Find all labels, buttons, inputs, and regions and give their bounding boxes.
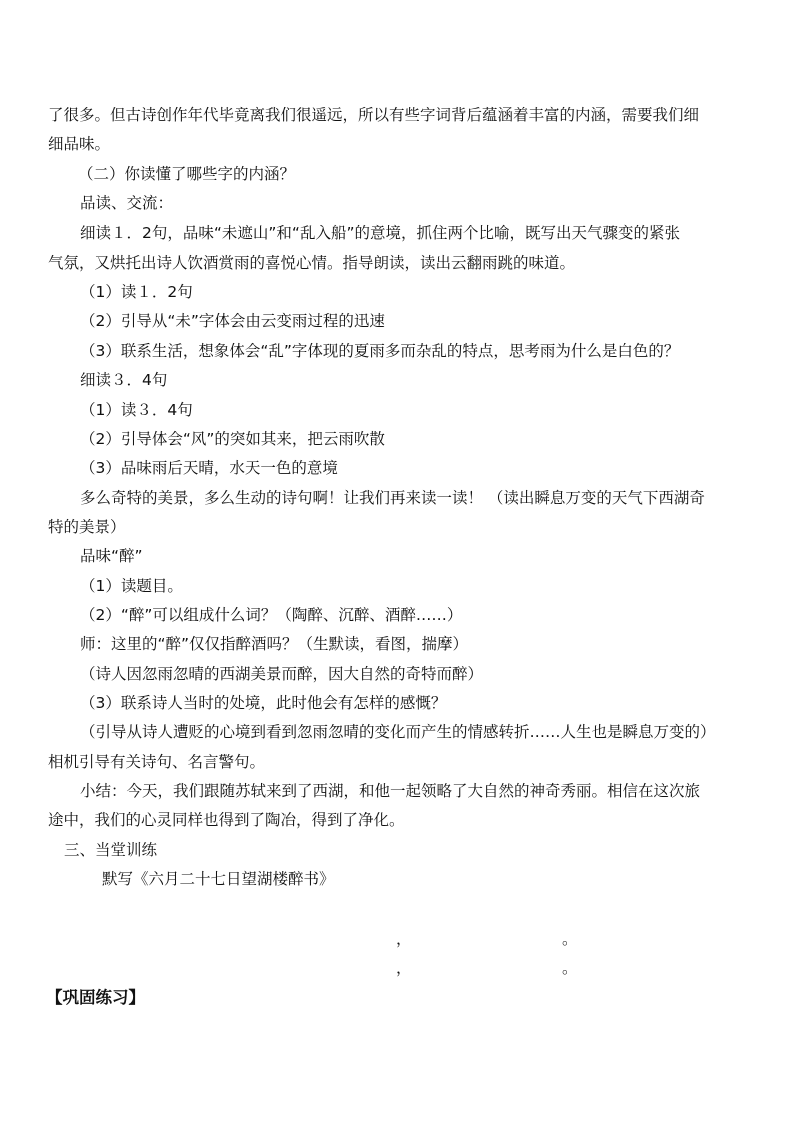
text-line: 品读、交流：	[80, 194, 174, 212]
text-line: （诗人因忽雨忽晴的西湖美景而醉，因大自然的奇特而醉）	[80, 665, 484, 683]
text-line: 小结：今天，我们跟随苏轼来到了西湖，和他一起领略了大自然的神奇秀丽。相信在这次旅	[80, 782, 701, 800]
text-line: 了很多。但古诗创作年代毕竟离我们很遥远，所以有些字词背后蕴涵着丰富的内涵，需要我们细	[48, 106, 700, 124]
blank-period: 。	[562, 959, 578, 977]
text-line: 途中，我们的心灵同样也得到了陶冶，得到了净化。	[48, 811, 405, 829]
subheading: （二）你读懂了哪些字的内涵？	[78, 165, 296, 183]
text-line: 相机引导有关诗句、名言警句。	[48, 753, 266, 771]
text-line: 气氛，又烘托出诗人饮酒赏雨的喜悦心情。指导朗读，读出云翻雨跳的味道。	[48, 254, 576, 272]
list-item: （3）品味雨后天晴，水天一色的意境	[80, 459, 338, 477]
text-line: （引导从诗人遭贬的心境到看到忽雨忽晴的变化而产生的情感转折……人生也是瞬息万变的）	[80, 723, 716, 741]
list-item: （2）引导从“未”字体会由云变雨过程的迅速	[80, 312, 385, 330]
blank-period: 。	[562, 930, 578, 948]
text-line: 特的美景）	[48, 518, 126, 536]
text-line: 师：这里的“醉”仅仅指醉酒吗？（生默读，看图，揣摩）	[80, 635, 469, 653]
section-title: 三、当堂训练	[64, 841, 158, 859]
text-line: 细读３．4句	[80, 371, 168, 389]
list-item: （1）读１．2句	[80, 283, 193, 301]
text-line: 细品味。	[48, 135, 111, 153]
blank-comma: ，	[396, 959, 412, 977]
list-item: （2）“醉”可以组成什么词？（陶醉、沉醉、酒醉……）	[80, 606, 463, 624]
blank-comma: ，	[396, 930, 412, 948]
list-item: （3）联系生活，想象体会“乱”字体现的夏雨多而杂乱的特点，思考雨为什么是白色的？	[80, 342, 680, 360]
dictation-instruction: 默写《六月二十七日望湖楼醉书》	[102, 870, 335, 888]
section-heading: 【巩固练习】	[46, 988, 145, 1007]
list-item: （3）联系诗人当时的处境，此时他会有怎样的感慨？	[80, 694, 447, 712]
text-line: 多么奇特的美景，多么生动的诗句啊！让我们再来读一读！ （读出瞬息万变的天气下西湖奇	[80, 489, 705, 507]
list-item: （1）读３．4句	[80, 401, 193, 419]
list-item: （2）引导体会“风”的突如其来，把云雨吹散	[80, 430, 385, 448]
list-item: （1）读题目。	[80, 577, 183, 595]
text-line: 品味“醉”	[80, 547, 143, 565]
text-line: 细读１．2句，品味“未遮山”和“乱入船”的意境，抓住两个比喻，既写出天气骤变的紧张	[80, 224, 680, 242]
